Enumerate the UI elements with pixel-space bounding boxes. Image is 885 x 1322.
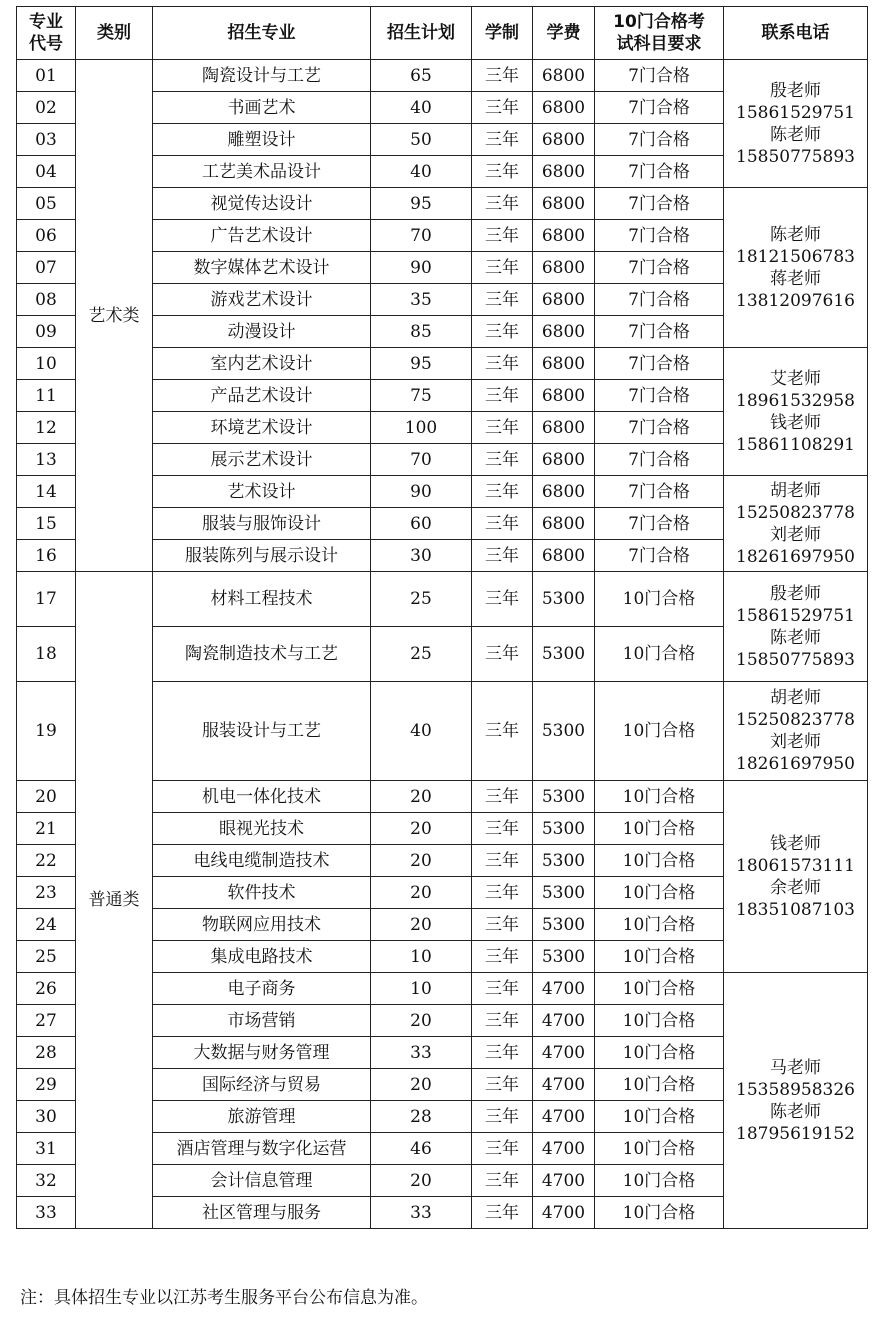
major-cell: 雕塑设计 (153, 124, 371, 156)
years-cell: 三年 (472, 909, 533, 941)
plan-cell: 40 (371, 92, 472, 124)
plan-cell: 25 (371, 627, 472, 682)
code-cell: 07 (17, 252, 76, 284)
fee-cell: 5300 (533, 781, 595, 813)
requirement-cell: 10门合格 (595, 909, 724, 941)
fee-cell: 5300 (533, 877, 595, 909)
header-major: 招生专业 (153, 7, 371, 60)
requirement-cell: 7门合格 (595, 284, 724, 316)
years-cell: 三年 (472, 572, 533, 627)
code-cell: 15 (17, 508, 76, 540)
major-cell: 动漫设计 (153, 316, 371, 348)
major-cell: 产品艺术设计 (153, 380, 371, 412)
plan-cell: 20 (371, 845, 472, 877)
requirement-cell: 7门合格 (595, 316, 724, 348)
major-cell: 材料工程技术 (153, 572, 371, 627)
code-cell: 25 (17, 941, 76, 973)
plan-cell: 46 (371, 1133, 472, 1165)
fee-cell: 6800 (533, 220, 595, 252)
code-cell: 12 (17, 412, 76, 444)
fee-cell: 6800 (533, 92, 595, 124)
plan-cell: 20 (371, 1005, 472, 1037)
fee-cell: 6800 (533, 540, 595, 572)
major-cell: 集成电路技术 (153, 941, 371, 973)
major-cell: 市场营销 (153, 1005, 371, 1037)
major-cell: 展示艺术设计 (153, 444, 371, 476)
plan-cell: 33 (371, 1037, 472, 1069)
years-cell: 三年 (472, 316, 533, 348)
requirement-cell: 10门合格 (595, 572, 724, 627)
fee-cell: 6800 (533, 252, 595, 284)
years-cell: 三年 (472, 813, 533, 845)
years-cell: 三年 (472, 444, 533, 476)
fee-cell: 5300 (533, 572, 595, 627)
years-cell: 三年 (472, 627, 533, 682)
years-cell: 三年 (472, 540, 533, 572)
code-cell: 23 (17, 877, 76, 909)
major-cell: 服装陈列与展示设计 (153, 540, 371, 572)
years-cell: 三年 (472, 476, 533, 508)
major-cell: 视觉传达设计 (153, 188, 371, 220)
requirement-cell: 10门合格 (595, 1069, 724, 1101)
plan-cell: 25 (371, 572, 472, 627)
years-cell: 三年 (472, 1101, 533, 1133)
requirement-cell: 7门合格 (595, 380, 724, 412)
years-cell: 三年 (472, 124, 533, 156)
plan-cell: 95 (371, 188, 472, 220)
requirement-cell: 7门合格 (595, 220, 724, 252)
requirement-cell: 7门合格 (595, 60, 724, 92)
plan-cell: 60 (371, 508, 472, 540)
requirement-cell: 10门合格 (595, 973, 724, 1005)
header-years: 学制 (472, 7, 533, 60)
plan-cell: 20 (371, 877, 472, 909)
contact-cell: 胡老师 15250823778 刘老师 18261697950 (724, 682, 868, 781)
years-cell: 三年 (472, 781, 533, 813)
major-cell: 旅游管理 (153, 1101, 371, 1133)
major-cell: 大数据与财务管理 (153, 1037, 371, 1069)
code-cell: 03 (17, 124, 76, 156)
code-cell: 31 (17, 1133, 76, 1165)
contact-cell: 殷老师 15861529751 陈老师 15850775893 (724, 60, 868, 188)
plan-cell: 90 (371, 476, 472, 508)
fee-cell: 6800 (533, 348, 595, 380)
plan-cell: 40 (371, 156, 472, 188)
major-cell: 广告艺术设计 (153, 220, 371, 252)
requirement-cell: 7门合格 (595, 124, 724, 156)
plan-cell: 30 (371, 540, 472, 572)
fee-cell: 6800 (533, 188, 595, 220)
plan-cell: 10 (371, 973, 472, 1005)
requirement-cell: 10门合格 (595, 1037, 724, 1069)
code-cell: 08 (17, 284, 76, 316)
requirement-cell: 7门合格 (595, 444, 724, 476)
fee-cell: 6800 (533, 284, 595, 316)
code-cell: 13 (17, 444, 76, 476)
fee-cell: 4700 (533, 1101, 595, 1133)
years-cell: 三年 (472, 188, 533, 220)
requirement-cell: 10门合格 (595, 877, 724, 909)
plan-cell: 90 (371, 252, 472, 284)
requirement-cell: 10门合格 (595, 1101, 724, 1133)
requirement-cell: 7门合格 (595, 412, 724, 444)
code-cell: 33 (17, 1197, 76, 1229)
major-cell: 物联网应用技术 (153, 909, 371, 941)
plan-cell: 20 (371, 1165, 472, 1197)
code-cell: 24 (17, 909, 76, 941)
code-cell: 27 (17, 1005, 76, 1037)
years-cell: 三年 (472, 1069, 533, 1101)
fee-cell: 5300 (533, 682, 595, 781)
plan-cell: 20 (371, 1069, 472, 1101)
requirement-cell: 10门合格 (595, 781, 724, 813)
years-cell: 三年 (472, 412, 533, 444)
major-cell: 机电一体化技术 (153, 781, 371, 813)
fee-cell: 5300 (533, 909, 595, 941)
contact-cell: 马老师 15358958326 陈老师 18795619152 (724, 973, 868, 1229)
header-plan: 招生计划 (371, 7, 472, 60)
fee-cell: 5300 (533, 845, 595, 877)
requirement-cell: 10门合格 (595, 845, 724, 877)
contact-cell: 殷老师 15861529751 陈老师 15850775893 (724, 572, 868, 682)
years-cell: 三年 (472, 941, 533, 973)
code-cell: 05 (17, 188, 76, 220)
years-cell: 三年 (472, 845, 533, 877)
years-cell: 三年 (472, 1005, 533, 1037)
code-cell: 32 (17, 1165, 76, 1197)
major-cell: 工艺美术品设计 (153, 156, 371, 188)
plan-cell: 40 (371, 682, 472, 781)
years-cell: 三年 (472, 220, 533, 252)
requirement-cell: 7门合格 (595, 156, 724, 188)
code-cell: 09 (17, 316, 76, 348)
code-cell: 04 (17, 156, 76, 188)
years-cell: 三年 (472, 380, 533, 412)
major-cell: 服装设计与工艺 (153, 682, 371, 781)
major-cell: 陶瓷制造技术与工艺 (153, 627, 371, 682)
fee-cell: 6800 (533, 380, 595, 412)
header-contact: 联系电话 (724, 7, 868, 60)
code-cell: 17 (17, 572, 76, 627)
years-cell: 三年 (472, 508, 533, 540)
fee-cell: 4700 (533, 1037, 595, 1069)
contact-cell: 胡老师 15250823778 刘老师 18261697950 (724, 476, 868, 572)
requirement-cell: 7门合格 (595, 92, 724, 124)
plan-cell: 70 (371, 444, 472, 476)
code-cell: 19 (17, 682, 76, 781)
requirement-cell: 7门合格 (595, 252, 724, 284)
fee-cell: 6800 (533, 412, 595, 444)
major-cell: 电线电缆制造技术 (153, 845, 371, 877)
plan-cell: 70 (371, 220, 472, 252)
code-cell: 14 (17, 476, 76, 508)
plan-cell: 50 (371, 124, 472, 156)
years-cell: 三年 (472, 1165, 533, 1197)
major-cell: 酒店管理与数字化运营 (153, 1133, 371, 1165)
fee-cell: 5300 (533, 941, 595, 973)
header-category: 类别 (76, 7, 153, 60)
code-cell: 22 (17, 845, 76, 877)
major-cell: 书画艺术 (153, 92, 371, 124)
header-row (17, 7, 868, 60)
major-cell: 国际经济与贸易 (153, 1069, 371, 1101)
major-cell: 艺术设计 (153, 476, 371, 508)
fee-cell: 4700 (533, 1069, 595, 1101)
code-cell: 28 (17, 1037, 76, 1069)
fee-cell: 6800 (533, 60, 595, 92)
years-cell: 三年 (472, 284, 533, 316)
fee-cell: 4700 (533, 1133, 595, 1165)
years-cell: 三年 (472, 1197, 533, 1229)
fee-cell: 6800 (533, 444, 595, 476)
code-cell: 26 (17, 973, 76, 1005)
contact-cell: 艾老师 18961532958 钱老师 15861108291 (724, 348, 868, 476)
footnote: 注：具体招生专业以江苏考生服务平台公布信息为准。 (20, 1288, 428, 1308)
years-cell: 三年 (472, 92, 533, 124)
plan-cell: 20 (371, 781, 472, 813)
years-cell: 三年 (472, 156, 533, 188)
plan-cell: 28 (371, 1101, 472, 1133)
fee-cell: 6800 (533, 476, 595, 508)
major-cell: 数字媒体艺术设计 (153, 252, 371, 284)
fee-cell: 5300 (533, 627, 595, 682)
major-cell: 游戏艺术设计 (153, 284, 371, 316)
fee-cell: 4700 (533, 1197, 595, 1229)
requirement-cell: 10门合格 (595, 1133, 724, 1165)
enrollment-table (16, 6, 868, 1229)
requirement-cell: 10门合格 (595, 1005, 724, 1037)
major-cell: 电子商务 (153, 973, 371, 1005)
code-cell: 11 (17, 380, 76, 412)
header-requirement: 10门合格考 试科目要求 (595, 7, 724, 60)
years-cell: 三年 (472, 348, 533, 380)
plan-cell: 10 (371, 941, 472, 973)
category-cell: 普通类 (76, 572, 153, 1229)
contact-cell: 陈老师 18121506783 蒋老师 13812097616 (724, 188, 868, 348)
table-row (17, 572, 868, 627)
years-cell: 三年 (472, 1037, 533, 1069)
major-cell: 室内艺术设计 (153, 348, 371, 380)
plan-cell: 95 (371, 348, 472, 380)
plan-cell: 75 (371, 380, 472, 412)
years-cell: 三年 (472, 973, 533, 1005)
major-cell: 眼视光技术 (153, 813, 371, 845)
code-cell: 29 (17, 1069, 76, 1101)
major-cell: 环境艺术设计 (153, 412, 371, 444)
requirement-cell: 7门合格 (595, 188, 724, 220)
fee-cell: 6800 (533, 156, 595, 188)
requirement-cell: 10门合格 (595, 941, 724, 973)
major-cell: 软件技术 (153, 877, 371, 909)
fee-cell: 6800 (533, 124, 595, 156)
requirement-cell: 7门合格 (595, 508, 724, 540)
plan-cell: 20 (371, 813, 472, 845)
years-cell: 三年 (472, 60, 533, 92)
category-cell: 艺术类 (76, 60, 153, 572)
contact-cell: 钱老师 18061573111 余老师 18351087103 (724, 781, 868, 973)
major-cell: 社区管理与服务 (153, 1197, 371, 1229)
fee-cell: 4700 (533, 973, 595, 1005)
requirement-cell: 10门合格 (595, 813, 724, 845)
header-code: 专业 代号 (17, 7, 76, 60)
table-row (17, 60, 868, 92)
major-cell: 服装与服饰设计 (153, 508, 371, 540)
fee-cell: 5300 (533, 813, 595, 845)
code-cell: 02 (17, 92, 76, 124)
requirement-cell: 10门合格 (595, 1165, 724, 1197)
fee-cell: 4700 (533, 1005, 595, 1037)
years-cell: 三年 (472, 252, 533, 284)
plan-cell: 20 (371, 909, 472, 941)
years-cell: 三年 (472, 682, 533, 781)
plan-cell: 33 (371, 1197, 472, 1229)
requirement-cell: 10门合格 (595, 682, 724, 781)
plan-cell: 100 (371, 412, 472, 444)
code-cell: 21 (17, 813, 76, 845)
code-cell: 30 (17, 1101, 76, 1133)
requirement-cell: 7门合格 (595, 540, 724, 572)
major-cell: 陶瓷设计与工艺 (153, 60, 371, 92)
code-cell: 16 (17, 540, 76, 572)
plan-cell: 85 (371, 316, 472, 348)
major-cell: 会计信息管理 (153, 1165, 371, 1197)
fee-cell: 4700 (533, 1165, 595, 1197)
plan-cell: 35 (371, 284, 472, 316)
years-cell: 三年 (472, 1133, 533, 1165)
fee-cell: 6800 (533, 508, 595, 540)
requirement-cell: 7门合格 (595, 348, 724, 380)
code-cell: 06 (17, 220, 76, 252)
header-fee: 学费 (533, 7, 595, 60)
code-cell: 10 (17, 348, 76, 380)
requirement-cell: 7门合格 (595, 476, 724, 508)
code-cell: 01 (17, 60, 76, 92)
plan-cell: 65 (371, 60, 472, 92)
years-cell: 三年 (472, 877, 533, 909)
requirement-cell: 10门合格 (595, 1197, 724, 1229)
code-cell: 20 (17, 781, 76, 813)
fee-cell: 6800 (533, 316, 595, 348)
code-cell: 18 (17, 627, 76, 682)
requirement-cell: 10门合格 (595, 627, 724, 682)
